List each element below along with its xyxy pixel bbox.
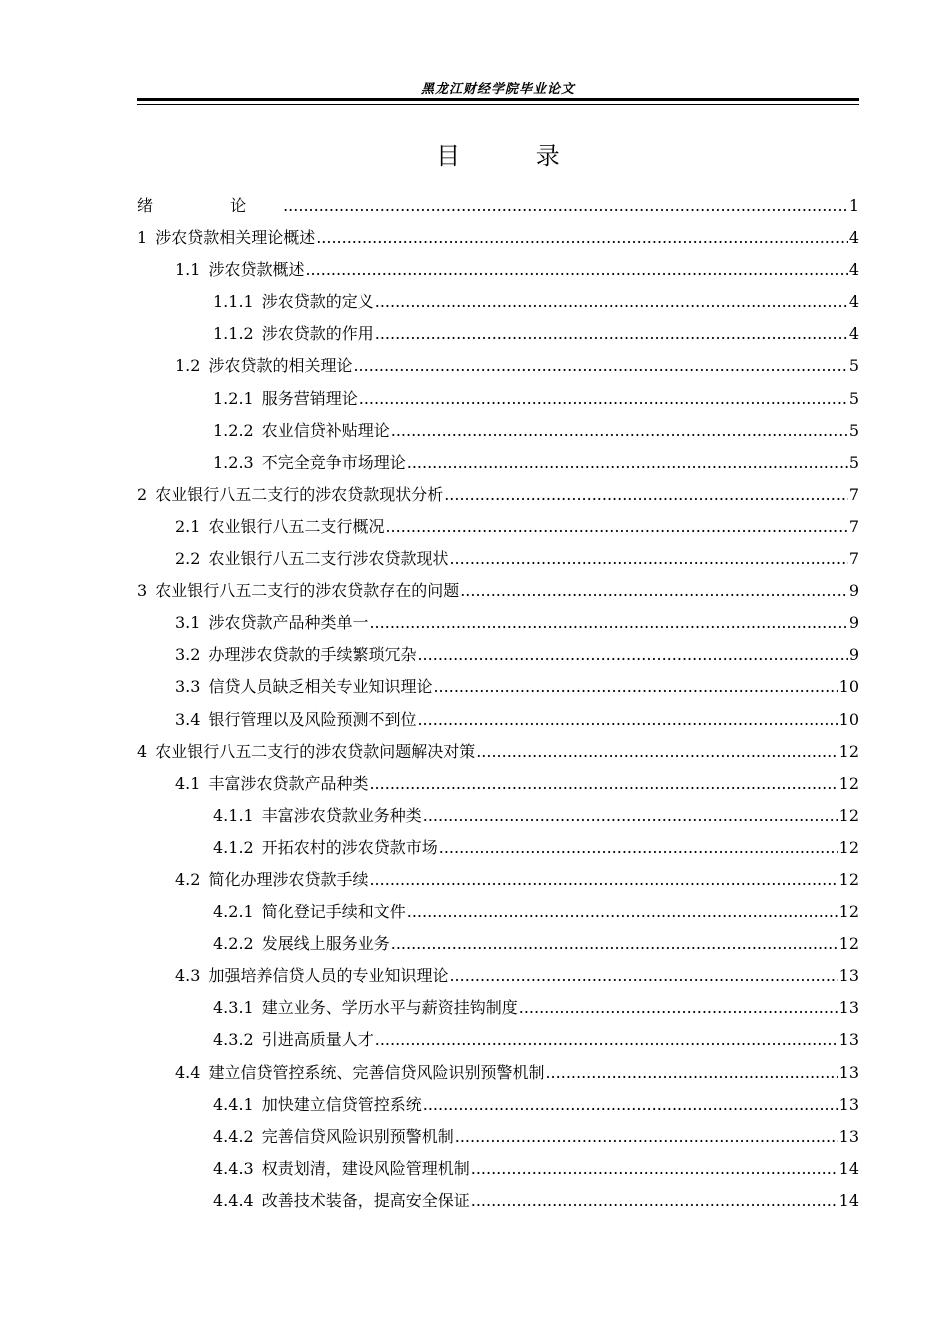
toc-entry-page-number: 7: [848, 484, 859, 504]
toc-entry-label: 农业银行八五二支行概况: [208, 516, 385, 536]
toc-entry-label: 农业银行八五二支行的涉农贷款存在的问题: [155, 581, 460, 601]
toc-entry-label: 涉农贷款概述: [208, 260, 305, 280]
toc-entry-number: 2.1: [175, 516, 201, 536]
toc-entry-page-number: 12: [838, 902, 859, 922]
toc-entry-number: 4.1.2: [213, 837, 254, 857]
toc-entry-number: 4.3: [175, 966, 201, 986]
toc-dot-leader: [353, 350, 847, 382]
toc-entry-page-number: 12: [838, 934, 859, 954]
toc-entry-label: 信贷人员缺乏相关专业知识理论: [208, 677, 433, 697]
toc-entry[interactable]: [137, 511, 859, 543]
toc-entry-number: 4.2.2: [213, 934, 254, 954]
toc-entry-number: 1.1.1: [213, 292, 254, 312]
toc-entry-label: 涉农贷款的定义: [261, 292, 374, 312]
toc-entry-label: 涉农贷款的作用: [261, 324, 374, 344]
toc-dot-leader: [471, 1153, 838, 1185]
page-title: 目 录: [436, 142, 594, 170]
toc-entry-label: 丰富涉农贷款产品种类: [208, 773, 369, 793]
toc-entry[interactable]: [137, 704, 859, 736]
toc-dot-leader: [369, 607, 847, 639]
toc-entry-number: 4: [137, 741, 148, 761]
toc-entry[interactable]: [137, 800, 859, 832]
toc-entry-number: 4.1.1: [213, 805, 254, 825]
toc-entry-number: 3: [137, 581, 148, 601]
toc-entry[interactable]: [137, 896, 859, 928]
toc-entry-page-number: 1: [848, 196, 859, 215]
toc-entry[interactable]: [137, 1089, 859, 1121]
toc-entry-label: 不完全竞争市场理论: [261, 452, 406, 472]
toc-entry-label: 丰富涉农贷款业务种类: [261, 805, 422, 825]
toc-entry-label: 建立信贷管控系统、完善信贷风险识别预警机制: [208, 1062, 545, 1082]
toc-dot-leader: [407, 896, 838, 928]
toc-entry[interactable]: [137, 383, 859, 415]
toc-entry-page-number: 13: [838, 1126, 859, 1146]
header-rule-thick: [137, 98, 859, 101]
toc-entry-label: 涉农贷款产品种类单一: [208, 613, 369, 633]
toc-entry-label: 简化办理涉农贷款手续: [208, 869, 369, 889]
toc-entry-page-number: 14: [838, 1190, 859, 1210]
toc-entry-number: 4.4.3: [213, 1158, 254, 1178]
toc-dot-leader: [519, 992, 838, 1024]
toc-entry-number: 4.4: [175, 1062, 201, 1082]
toc-entry-page-number: 10: [838, 677, 859, 697]
toc-entry[interactable]: [137, 1024, 859, 1056]
toc-entry-number: 1.2: [175, 356, 201, 376]
toc-entry-number: 1.1.2: [213, 324, 254, 344]
toc-dot-leader: [391, 415, 848, 447]
toc-entry-number: 2: [137, 484, 148, 504]
toc-dot-leader: [369, 864, 837, 896]
toc-entry-label: 加强培养信贷人员的专业知识理论: [208, 966, 449, 986]
toc-dot-leader: [449, 960, 837, 992]
toc-entry-number: 4.4.1: [213, 1094, 254, 1114]
toc-entry[interactable]: [137, 447, 859, 479]
toc-dot-leader: [444, 479, 848, 511]
toc-entry-label: 简化登记手续和文件: [261, 902, 406, 922]
toc-entry-page-number: 12: [838, 869, 859, 889]
toc-dot-leader: [423, 800, 838, 832]
toc-entry-number: 4.2: [175, 869, 201, 889]
toc-entry-number: 4.3.2: [213, 1030, 254, 1050]
header-rule-thin: [137, 104, 859, 105]
toc-entry-page-number: 4: [848, 324, 859, 344]
toc-entry-page-number: 14: [838, 1158, 859, 1178]
toc-entry-label: 建立业务、学历水平与薪资挂钩制度: [261, 998, 518, 1018]
toc-dot-leader: [439, 832, 838, 864]
toc-entry-page-number: 12: [838, 741, 859, 761]
toc-entry-page-number: 10: [838, 709, 859, 729]
toc-entry-page-number: 5: [848, 356, 859, 376]
toc-entry-page-number: 5: [848, 452, 859, 472]
toc-entry[interactable]: [137, 222, 859, 254]
toc-entry-number: 3.3: [175, 677, 201, 697]
toc-entry-label: 农业银行八五二支行的涉农贷款问题解决对策: [155, 741, 476, 761]
toc-entry[interactable]: [137, 190, 859, 222]
toc-entry-page-number: 13: [838, 1030, 859, 1050]
toc-dot-leader: [545, 1057, 837, 1089]
toc-dot-leader: [460, 575, 848, 607]
toc-entry-page-number: 5: [848, 420, 859, 440]
toc-entry-page-number: 5: [848, 388, 859, 408]
toc-dot-leader: [471, 1185, 838, 1217]
toc-entry[interactable]: [137, 768, 859, 800]
toc-dot-leader: [423, 1089, 838, 1121]
table-of-contents: [137, 190, 859, 1217]
toc-entry[interactable]: [137, 1057, 859, 1089]
toc-entry-page-number: 4: [848, 228, 859, 248]
toc-dot-leader: [417, 704, 837, 736]
toc-dot-leader: [305, 254, 847, 286]
toc-entry-label: 改善技术装备，提高安全保证: [261, 1190, 470, 1210]
toc-entry-label: 绪 论: [137, 196, 283, 215]
toc-dot-leader: [375, 318, 848, 350]
toc-entry[interactable]: [137, 254, 859, 286]
toc-entry-number: 2.2: [175, 549, 201, 569]
toc-entry-label: 加快建立信贷管控系统: [261, 1094, 422, 1114]
toc-dot-leader: [375, 1024, 838, 1056]
toc-entry-number: 4.1: [175, 773, 201, 793]
toc-entry-number: 1.2.2: [213, 420, 254, 440]
toc-dot-leader: [316, 222, 848, 254]
toc-entry-label: 农业银行八五二支行的涉农贷款现状分析: [155, 484, 444, 504]
toc-entry-label: 涉农贷款相关理论概述: [155, 228, 316, 248]
toc-entry[interactable]: [137, 318, 859, 350]
toc-entry[interactable]: [137, 607, 859, 639]
toc-dot-leader: [369, 768, 837, 800]
toc-entry[interactable]: [137, 671, 859, 703]
page-header: 黑龙江财经学院毕业论文: [420, 82, 575, 97]
toc-entry-page-number: 12: [838, 805, 859, 825]
toc-entry[interactable]: [137, 1185, 859, 1217]
toc-entry-number: 3.2: [175, 645, 201, 665]
toc-entry[interactable]: [137, 992, 859, 1024]
toc-entry[interactable]: [137, 543, 859, 575]
toc-entry-page-number: 9: [848, 645, 859, 665]
toc-entry-label: 农业银行八五二支行涉农贷款现状: [208, 549, 449, 569]
toc-entry[interactable]: [137, 479, 859, 511]
toc-entry-page-number: 12: [838, 837, 859, 857]
toc-entry-label: 引进高质量人才: [261, 1030, 374, 1050]
toc-entry[interactable]: [137, 960, 859, 992]
toc-entry-label: 发展线上服务业务: [261, 934, 390, 954]
toc-entry[interactable]: [137, 639, 859, 671]
toc-entry-label: 服务营销理论: [261, 388, 358, 408]
toc-entry-page-number: 7: [848, 549, 859, 569]
toc-entry-number: 4.3.1: [213, 998, 254, 1018]
toc-entry[interactable]: [137, 864, 859, 896]
toc-entry[interactable]: [137, 928, 859, 960]
toc-dot-leader: [417, 639, 847, 671]
toc-entry[interactable]: [137, 1153, 859, 1185]
toc-dot-leader: [385, 511, 847, 543]
toc-entry-label: 权责划清，建设风险管理机制: [261, 1158, 470, 1178]
toc-entry-page-number: 4: [848, 260, 859, 280]
toc-dot-leader: [283, 190, 848, 222]
toc-dot-leader: [433, 671, 837, 703]
toc-entry-page-number: 13: [838, 966, 859, 986]
toc-entry-number: 1: [137, 228, 148, 248]
toc-entry[interactable]: [137, 415, 859, 447]
toc-entry-label: 开拓农村的涉农贷款市场: [261, 837, 438, 857]
toc-entry-label: 涉农贷款的相关理论: [208, 356, 353, 376]
toc-dot-leader: [449, 543, 847, 575]
toc-entry-number: 4.4.2: [213, 1126, 254, 1146]
toc-entry-page-number: 13: [838, 1062, 859, 1082]
toc-entry-page-number: 13: [838, 1094, 859, 1114]
toc-entry-page-number: 7: [848, 516, 859, 536]
toc-entry-page-number: 13: [838, 998, 859, 1018]
toc-entry-page-number: 9: [848, 581, 859, 601]
toc-entry-page-number: 9: [848, 613, 859, 633]
toc-entry-number: 1.2.3: [213, 452, 254, 472]
toc-entry[interactable]: [137, 575, 859, 607]
toc-dot-leader: [407, 447, 848, 479]
toc-dot-leader: [359, 383, 848, 415]
toc-entry-label: 农业信贷补贴理论: [261, 420, 390, 440]
toc-dot-leader: [391, 928, 838, 960]
toc-entry-number: 1.2.1: [213, 388, 254, 408]
toc-entry[interactable]: [137, 350, 859, 382]
toc-entry[interactable]: [137, 736, 859, 768]
toc-entry-number: 3.1: [175, 613, 201, 633]
toc-entry-label: 银行管理以及风险预测不到位: [208, 709, 417, 729]
toc-dot-leader: [375, 286, 848, 318]
toc-entry-number: 4.2.1: [213, 902, 254, 922]
toc-entry-number: 4.4.4: [213, 1190, 254, 1210]
toc-entry-page-number: 12: [838, 773, 859, 793]
toc-entry-page-number: 4: [848, 292, 859, 312]
toc-entry[interactable]: [137, 286, 859, 318]
toc-dot-leader: [455, 1121, 838, 1153]
toc-entry-number: 1.1: [175, 260, 201, 280]
toc-entry-number: 3.4: [175, 709, 201, 729]
toc-entry[interactable]: [137, 1121, 859, 1153]
toc-dot-leader: [476, 736, 837, 768]
toc-entry-label: 办理涉农贷款的手续繁琐冗杂: [208, 645, 417, 665]
toc-entry-label: 完善信贷风险识别预警机制: [261, 1126, 454, 1146]
toc-entry[interactable]: [137, 832, 859, 864]
